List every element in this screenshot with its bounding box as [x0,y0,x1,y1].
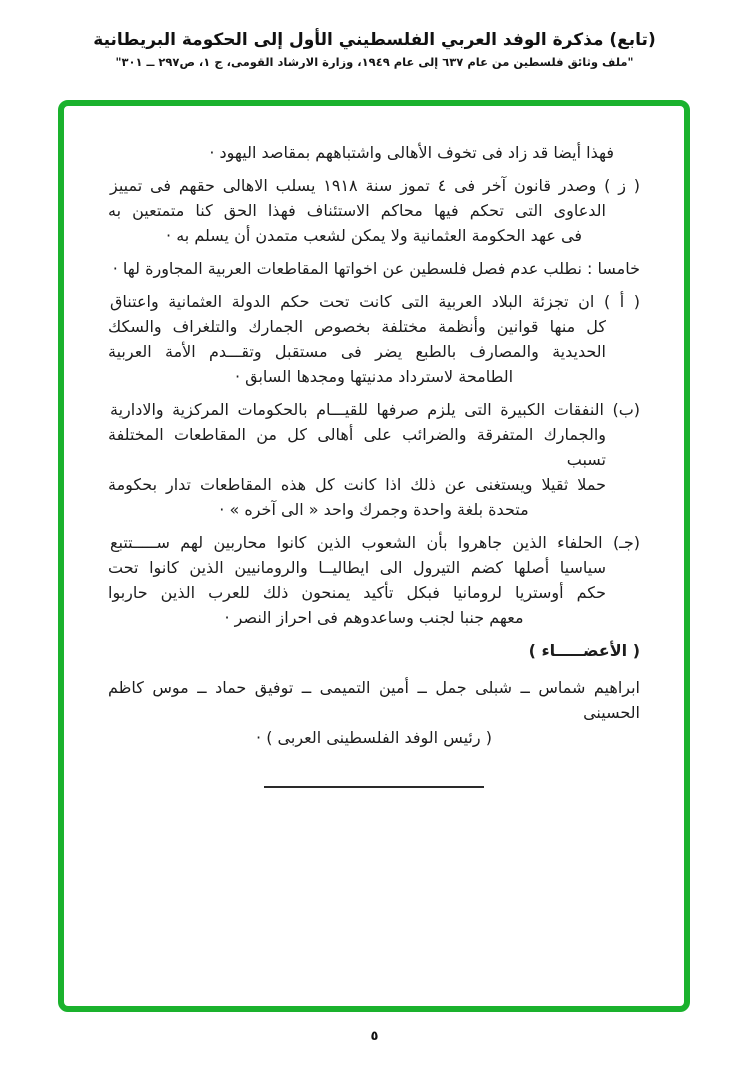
text-line [108,530,640,555]
text-line [108,289,640,314]
text-line [108,173,640,198]
clause-text: النفقات الكبيرة التى يلزم صرفها للقيـــام بالحكومات المركزية والادارية [110,400,604,419]
text-line [108,397,640,422]
text-line: سياسيا أصلها كضم التيرول الى ايطاليــا والرومانيين الذين كانوا تحت [108,558,606,577]
members-heading: ( الأعضـــــاء ) [528,641,640,660]
text-line: حملا ثقيلا ويستغنى عن ذلك اذا كانت كل هذه المقاطعات تدار بحكومة [108,475,606,494]
text-line: فى عهد الحكومة العثمانية ولا يمكن لشعب متمدن أن يسلم به · [166,226,582,245]
text-line: والجمارك المتفرقة والضرائب على أهالى كل من المقاطعات المختلفة تسبب [108,425,606,469]
clause-b [108,397,640,522]
text-line: متحدة بلغة واحدة وجمرك واحد « الى آخره » · [219,500,529,519]
text-line: معهم جنبا لجنب وساعدوهم فى احراز النصر · [224,608,524,627]
text-line-intro: فهذا أيضا قد زاد فى تخوف الأهالى واشتباههم بمقاصد اليهود · [209,143,614,162]
members-names-line: ابراهيم شماس ــ شبلى جمل ــ أمين التميمى ــ توفيق حماد ــ موس كاظم الحسينى [108,678,640,722]
clause-text: ان تجزئة البلاد العربية التى كانت تحت حكم الدولة العثمانية واعتناق [110,292,595,311]
clause-marker: ( ز ) [604,176,641,195]
source-citation: "ملف وثائق فلسطين من عام ٦٣٧ إلى عام ١٩٤٩، وزارة الارشاد القومى، ج ١، ص٢٩٧ ــ ٣٠١" [115,55,634,69]
page-header [0,0,749,69]
document-title: (تابع) مذكرة الوفد العربي الفلسطيني الأول إلى الحكومة البريطانية [93,30,656,50]
clause-marker: (ب) [612,400,640,419]
text-line: الدعاوى التى تحكم فيها محاكم الاستئناف فهذا الحق كنا متمتعين به [108,201,606,220]
clause-text: وصدر قانون آخر فى ٤ تموز سنة ١٩١٨ يسلب الاهالى حقهم فى تمييز [110,176,597,195]
text-line: كل منها قوانين وأنظمة مختلفة بخصوص الجمارك والتلغراف والسكك [108,317,606,336]
clause-j [108,530,640,630]
document-body [64,106,684,788]
clause-a [108,289,640,389]
clause-text: الحلفاء الذين جاهروا بأن الشعوب الذين كانوا محاربين لهم ســـــتتبع [110,533,603,552]
clause-marker: (جـ) [612,533,640,552]
text-line: حكم أوستريا لرومانيا فبكل تأكيد يمنحون ذلك للعرب الذين حاربوا [108,583,606,602]
page-number: ٥ [370,1029,379,1044]
text-line: الحديدية والمصارف بالطبع يضر فى مستقبل وتقـــدم الأمة العربية [108,342,606,361]
members-chairman-line: ( رئيس الوفد الفلسطينى العربى ) · [256,728,492,747]
document-border-frame [58,100,690,1012]
clause-z [108,173,640,248]
divider-rule [264,786,484,788]
clause-marker: ( أ ) [603,292,640,311]
section-header-fifth: خامسا : نطلب عدم فصل فلسطين عن اخواتها المقاطعات العربية المجاورة لها · [112,259,640,278]
text-line: الطامحة لاسترداد مدنيتها ومجدها السابق · [234,367,514,386]
